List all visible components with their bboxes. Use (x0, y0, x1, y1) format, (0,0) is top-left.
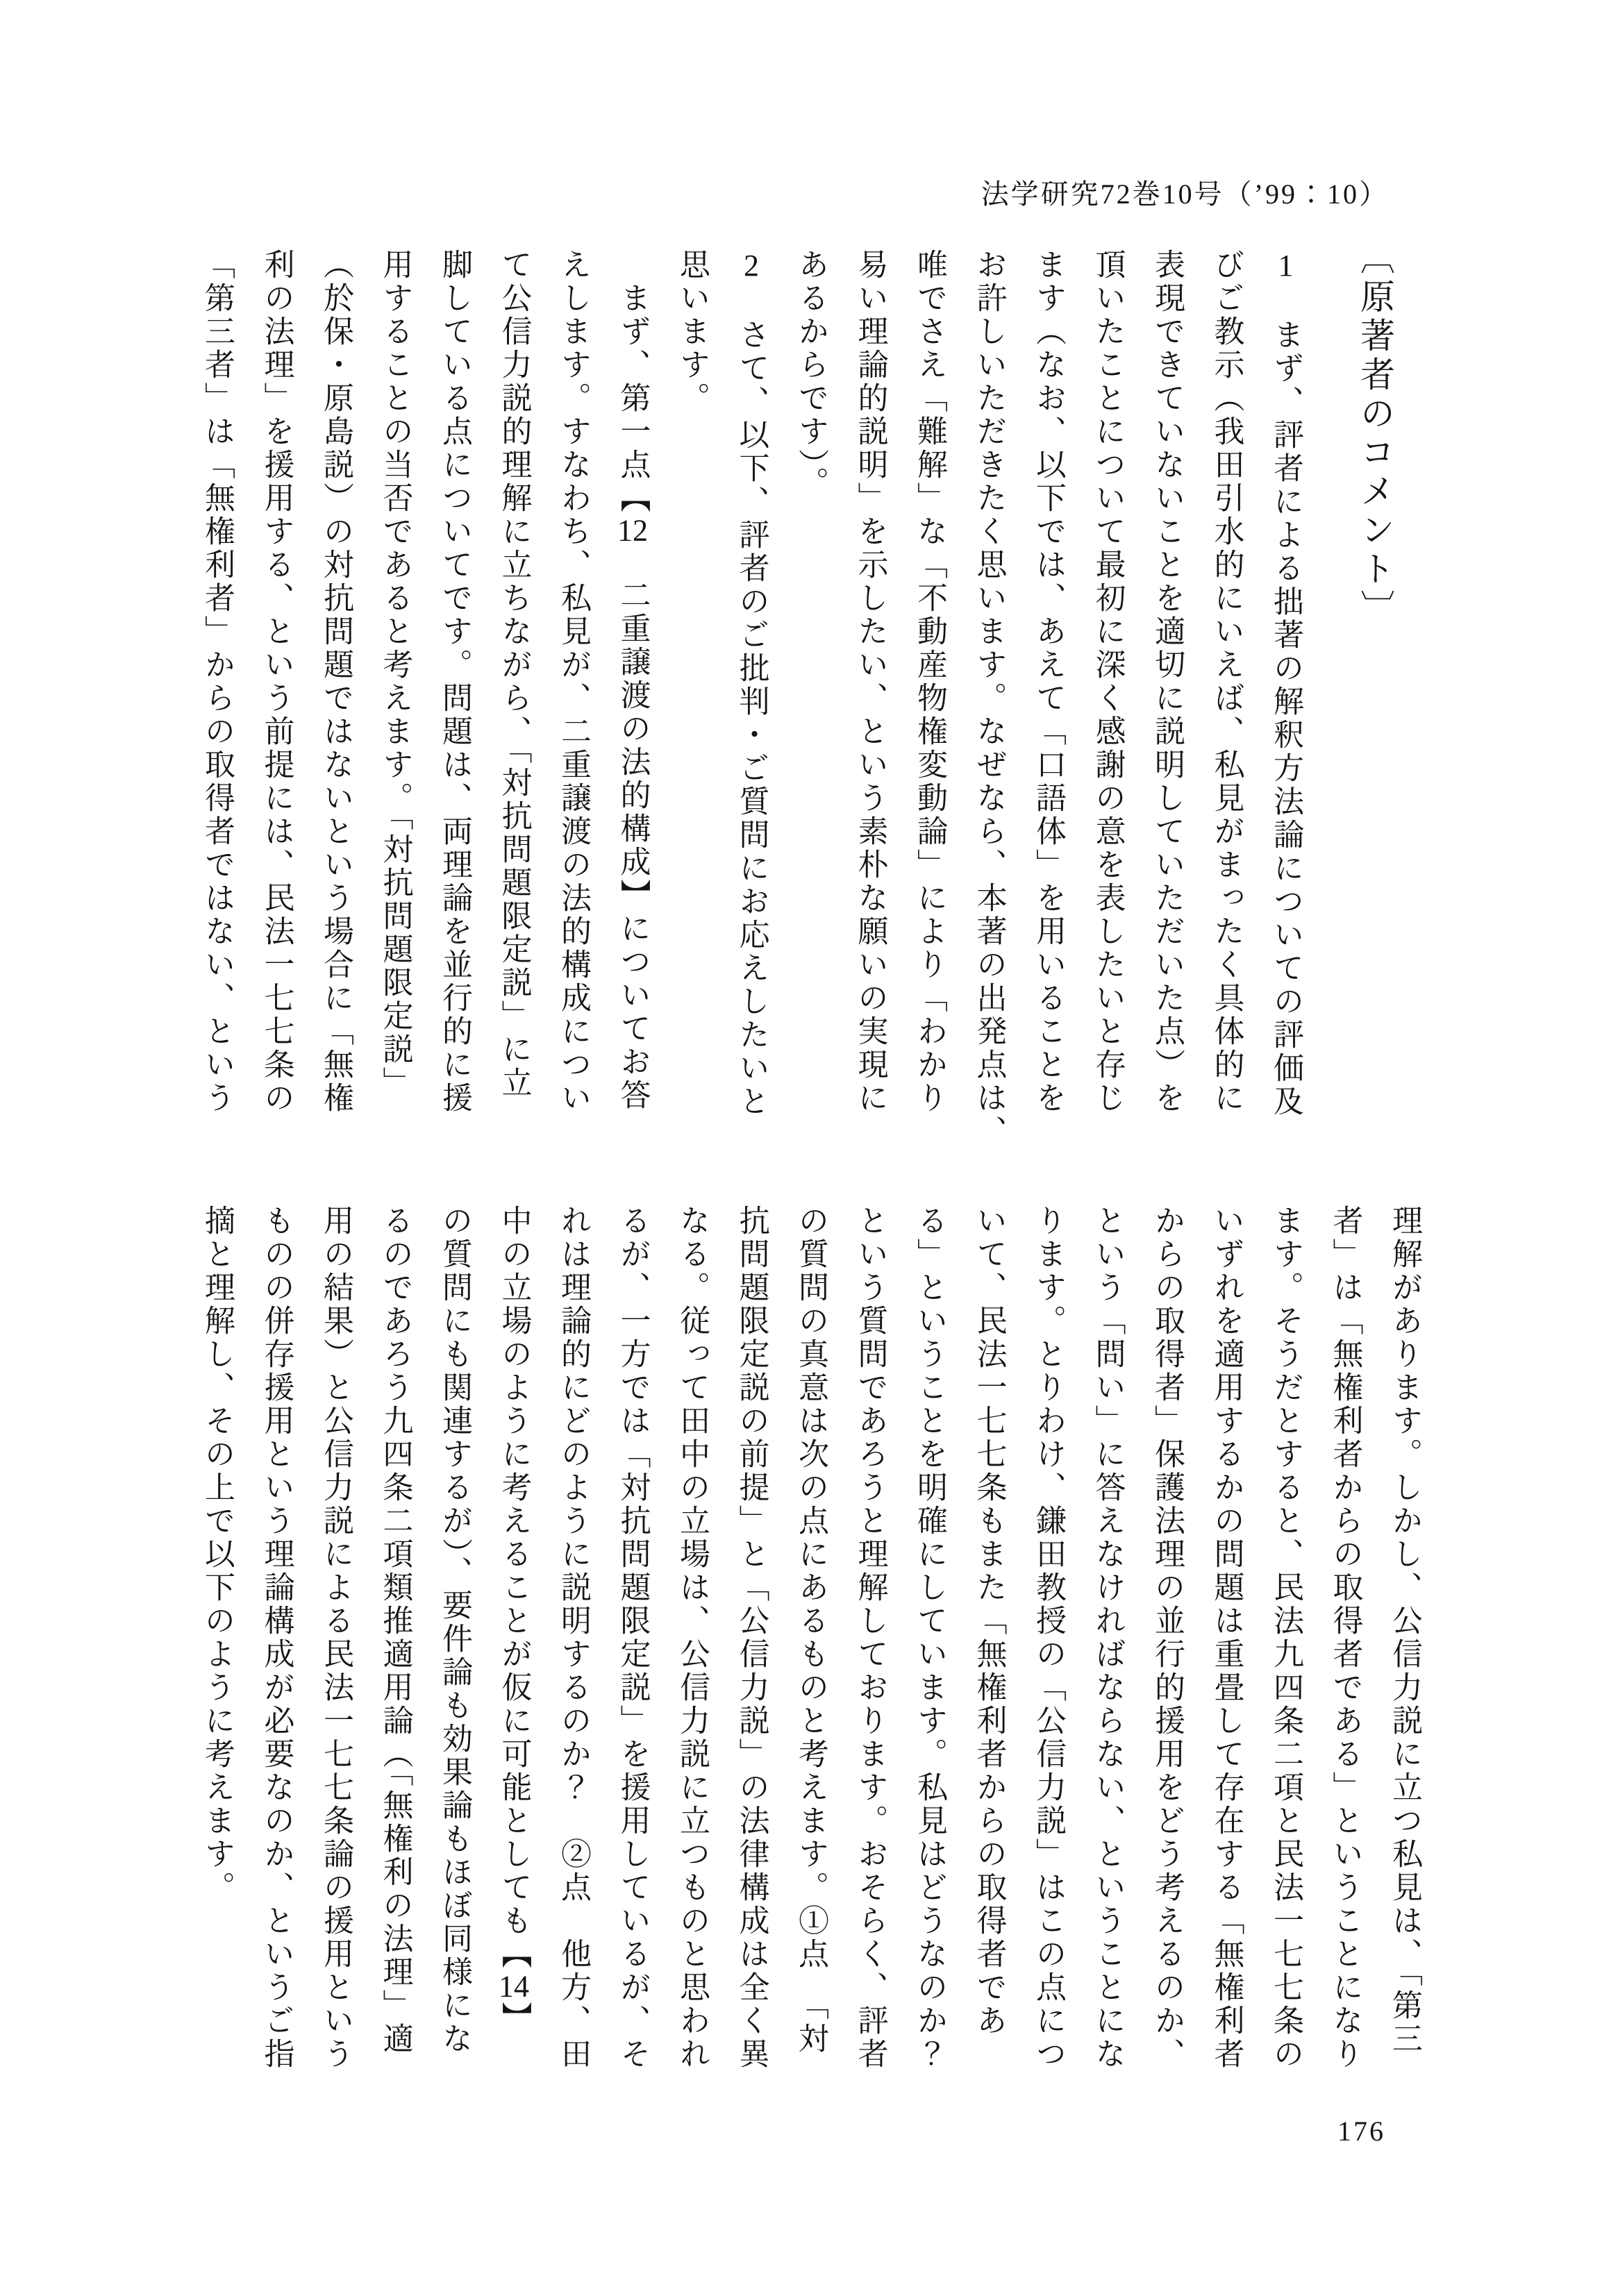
text-column: て公信力説的理解に立ちながら、「対抗問題限定説」に立 (497, 249, 531, 1100)
text-column: るが、一方では「対抗問題限定説」を援用しているが、そ (615, 1205, 650, 2071)
text-column: 者」は「無権利者からの取得者である」ということになり (1328, 1205, 1362, 2071)
text-column: 利の法理」を援用する、という前提には、民法一七七条の (259, 249, 294, 1115)
text-column: 表現できていないことを適切に説明していただいた点）を (1150, 249, 1184, 1115)
text-block-upper (187, 249, 1316, 1148)
text-column: 易い理論的説明」を示したい、という素朴な願いの実現に (853, 249, 887, 1115)
text-column: まず、第一点【12 二重譲渡の法的構成】についてお答 (615, 249, 650, 1112)
text-column: びご教示（我田引水的にいえば、私見がまったく具体的に (1209, 249, 1244, 1115)
page-number: 176 (1337, 2115, 1385, 2147)
text-column: の質問の真意は次の点にあるものと考えます。①点 「対 (794, 1205, 828, 2056)
text-column: の質問にも関連するが）、要件論も効果論もほぼ同様にな (437, 1205, 472, 2056)
text-column: ります。とりわけ、鎌田教授の「公信力説」はこの点につ (1031, 1205, 1065, 2071)
text-column: ものの併存援用という理論構成が必要なのか、というご指 (259, 1205, 294, 2071)
text-column: いて、民法一七七条もまた「無権利者からの取得者であ (971, 1205, 1006, 2038)
text-column: 頂いたことについて最初に深く感謝の意を表したいと存じ (1090, 249, 1125, 1115)
text-column: という質問であろうと理解しております。おそらく、評者 (853, 1205, 887, 2071)
text-column: という「問い」に答えなければならない、ということにな (1090, 1205, 1125, 2071)
text-column: 唯でさえ「難解」な「不動産物権変動論」により「わかり (912, 249, 946, 1115)
text-column: あるからです）。 (794, 249, 828, 500)
text-column: えします。すなわち、私見が、二重譲渡の法的構成につい (556, 249, 590, 1115)
text-column: 摘と理解し、その上で以下のように考えます。 (200, 1205, 234, 1904)
tatechuyoko-number: 12 (617, 515, 648, 546)
text-column: からの取得者」保護法理の並行的援用をどう考えるのか、 (1150, 1205, 1184, 2071)
text-column: ます。そうだとすると、民法九四条二項と民法一七七条の (1269, 1205, 1303, 2071)
text-column: る」ということを明確にしています。私見はどうなのか？ (912, 1205, 946, 2071)
text-column: なる。従って田中の立場は、公信力説に立つものと思われ (675, 1205, 709, 2071)
article-title: 〔原著者のコメント〕 (1356, 240, 1394, 628)
tatechuyoko-number: 14 (499, 1971, 529, 2002)
text-column: 抗問題限定説の前提」と「公信力説」の法律構成は全く異 (734, 1205, 769, 2071)
text-column: 中の立場のように考えることが仮に可能としても【14】 (497, 1205, 531, 2035)
text-column: 思います。 (675, 249, 709, 415)
text-column: （於保・原島説）の対抗問題ではないという場合に「無権 (319, 249, 353, 1115)
text-column: 用することの当否であると考えます。「対抗問題限定説」 (378, 249, 412, 1100)
text-column: 用の結果）と公信力説による民法一七七条論の援用という (319, 1205, 353, 2071)
text-column: 理解があります。しかし、公信力説に立つ私見は、「第三 (1387, 1205, 1421, 2056)
text-column: 1 まず、評者による拙著の解釈方法論についての評価及 (1269, 249, 1303, 1118)
text-column: 2 さて、以下、評者のご批判・ご質問にお応えしたいと (734, 249, 769, 1118)
text-column: ます（なお、以下では、あえて「口語体」を用いることを (1031, 249, 1065, 1115)
text-column: お許しいただきたく思います。なぜなら、本著の出発点は、 (971, 249, 1006, 1148)
text-column: いずれを適用するかの問題は重畳して存在する「無権利者 (1209, 1205, 1244, 2071)
text-column: れは理論的にどのように説明するのか？ ②点 他方、田 (556, 1205, 590, 2071)
text-column: 脚している点についてです。問題は、両理論を並行的に援 (437, 249, 472, 1115)
text-column: 「第三者」は「無権利者」からの取得者ではない、という (200, 249, 234, 1115)
running-header: 法学研究72巻10号（’99：10） (981, 178, 1389, 210)
text-block-lower (187, 1205, 1435, 2071)
text-column: るのであろう九四条二項類推適用論（「無権利の法理」適 (378, 1205, 412, 2056)
